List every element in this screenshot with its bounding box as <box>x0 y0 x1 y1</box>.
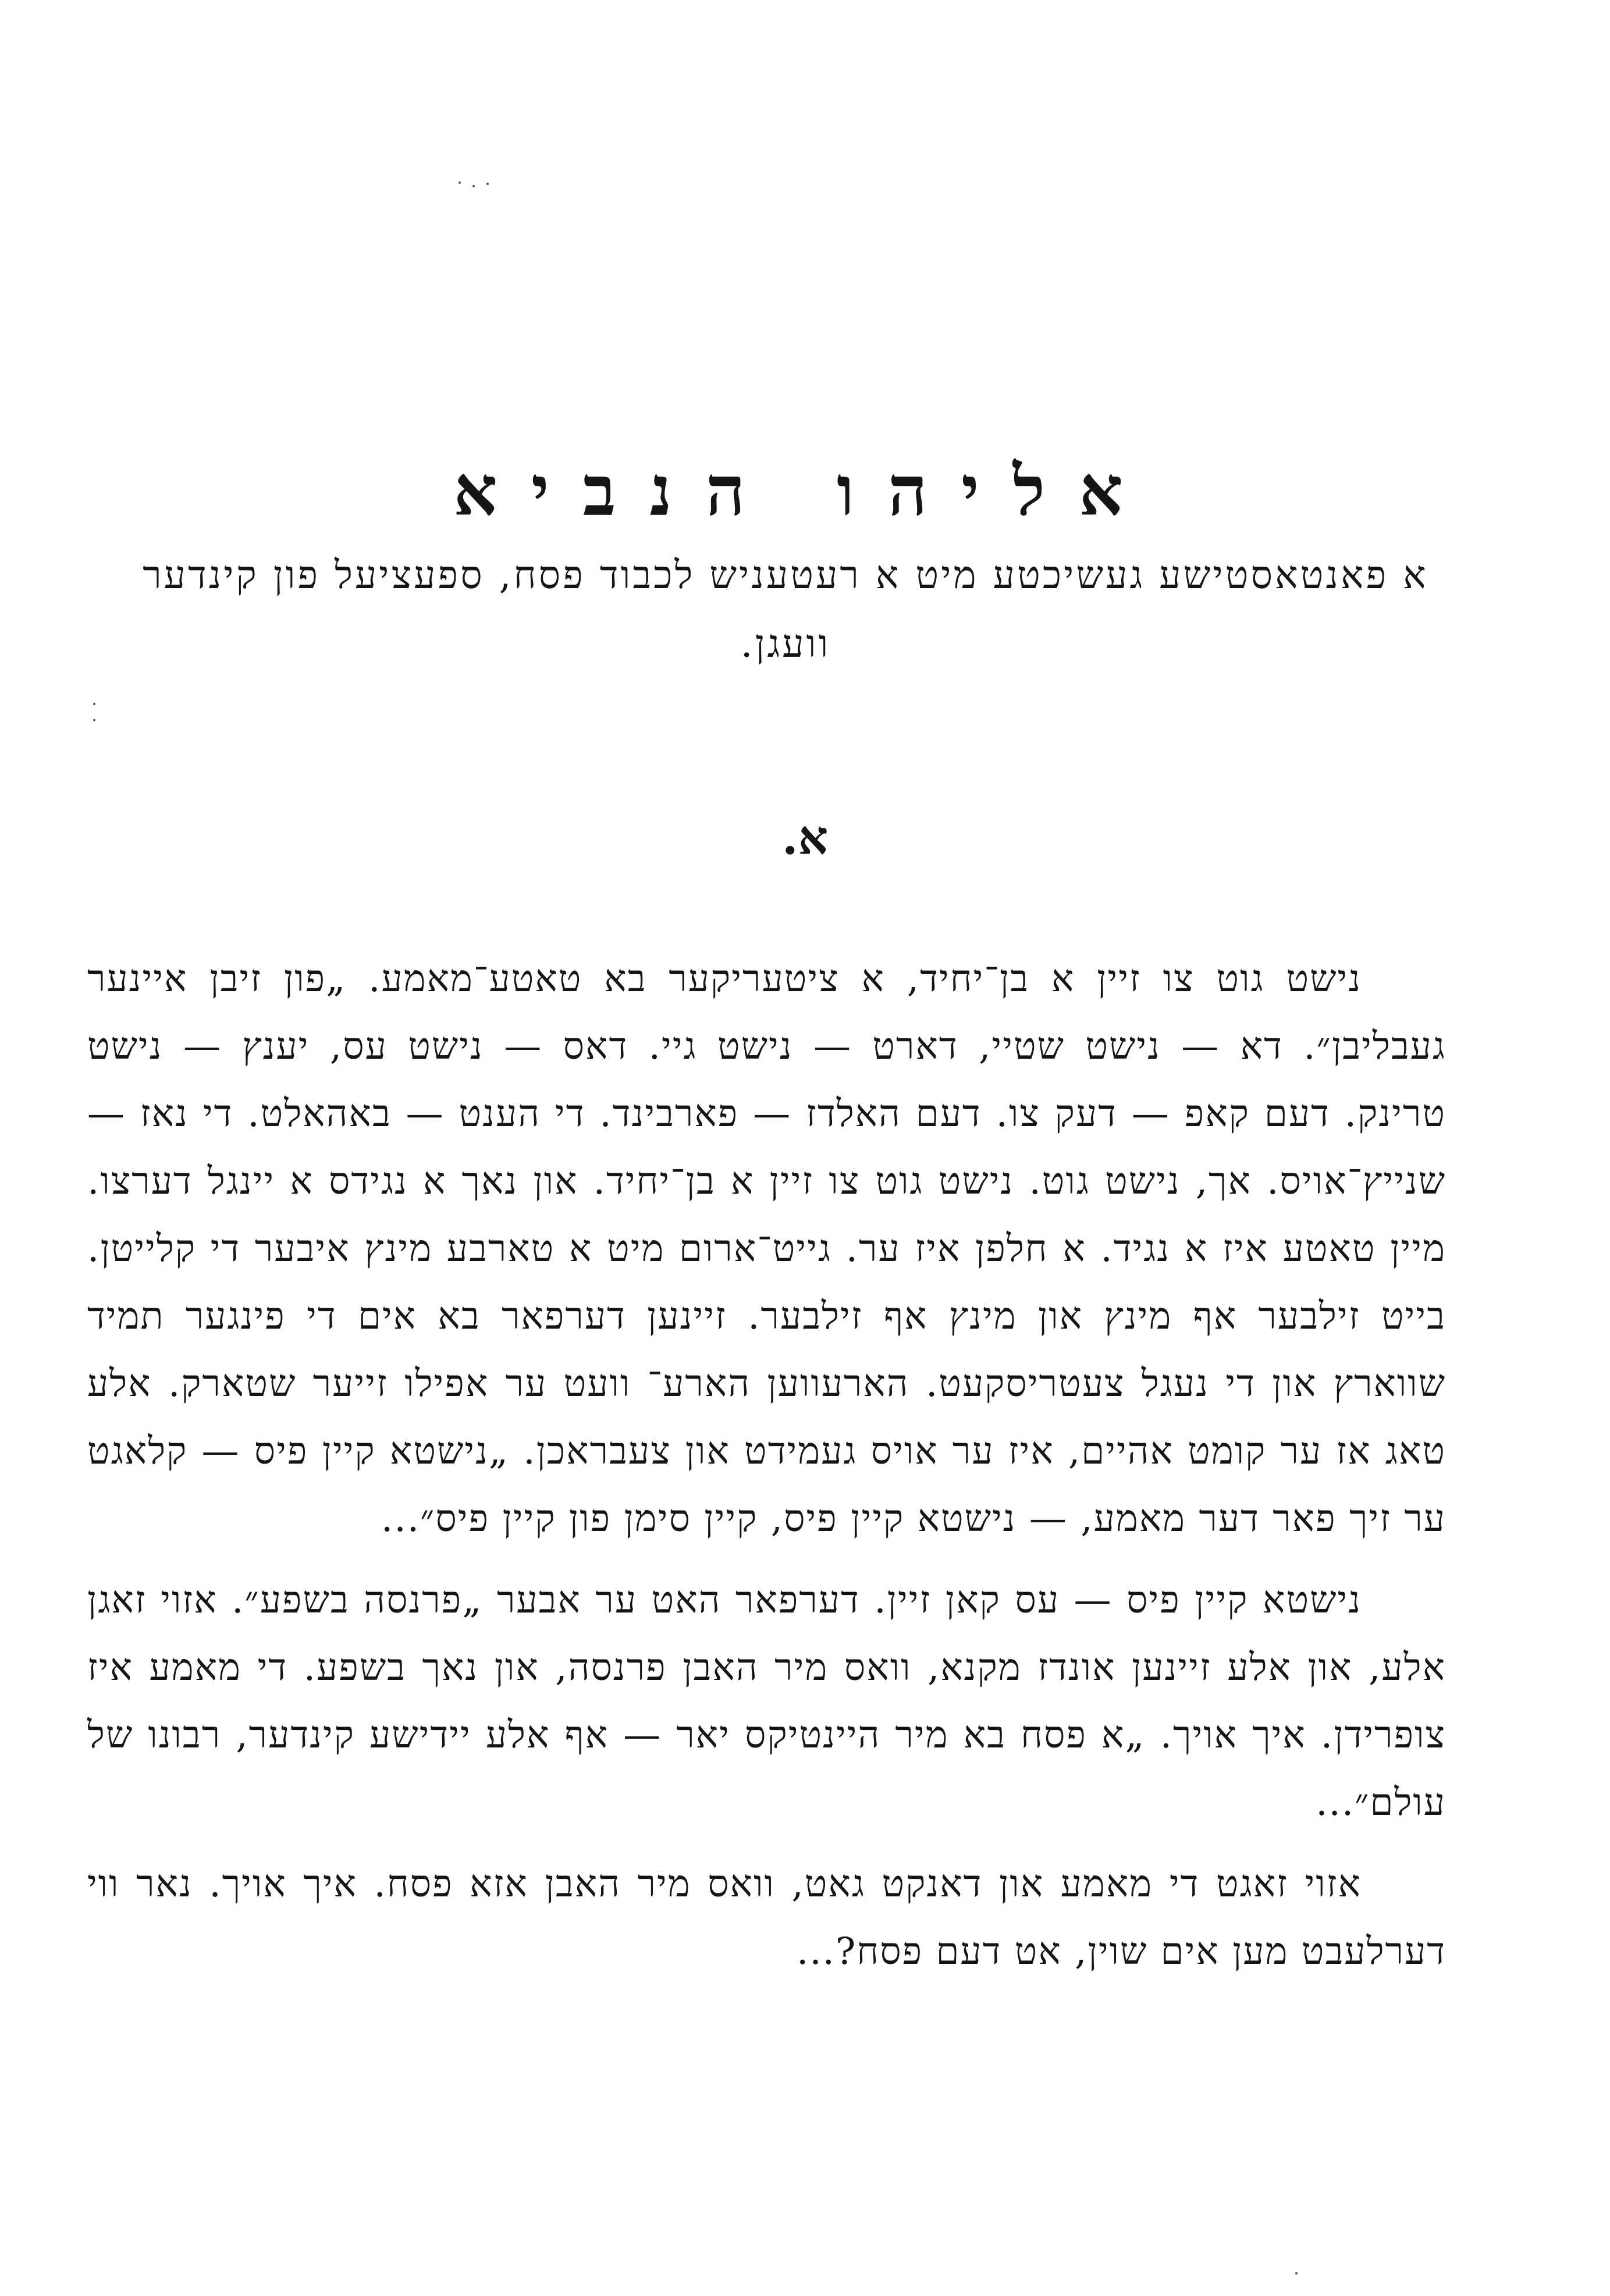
paragraph: נישט גוט צו זיין א בן־יחיד, א ציטעריקער בא טאטע־מאמע. „פון זיבן איינער געבליבן״. דא — נישט שטיי, דארט — נישט גיי. דאס — נישט עס, יענץ — נישט טרינק. דעם קאפ — דעק צו. דעם האלדז — פארבינד. די הענט — באהאלט. די נאז — שנייץ־אויס. אך, נישט גוט. נישט גוט צו זיין א בן־יחיד. און נאך א נגידס א יינגל דערצו. מיין טאטע איז א נגיד. א חלפן איז ער. גייט־ארום מיט א טארבע מינץ איבער די קלייטן. בייט זילבער אף מינץ און מינץ אף זילבער. זיינען דערפאר בא אים די פינגער תמיד שווארץ און די נעגל צעטריסקעט. הארעווען הארע־ וועט ער אפילו זייער שטארק. אלע טאג אז ער קומט אהיים, איז ער אויס געמידט און צעבראכן. „נישטא קיין פיס — קלאגט ער זיך פאר דער מאמע, — נישטא קיין פיס, קיין סימן פון קיין פיס״... <box>87 957 1446 1540</box>
section-number: א. <box>781 810 829 865</box>
paper-speck <box>1295 2272 1298 2274</box>
subtitle: א פאנטאסטישע געשיכטע מיט א רעטעניש לכבוד פסח, ספעציעל פון קינדער וועגן. <box>143 553 1428 666</box>
paper-speck <box>486 183 489 185</box>
paragraph: נישטא קיין פיס — עס קאן זיין. דערפאר האט ער אבער „פרנסה בשפע״. אזוי זאגן אלע, און אלע זיינען אונדז מקנא, וואס מיר האבן פרנסה, און נאך בשפע. די מאמע איז צופרידן. איך אויך. „א פסח בא מיר היינטיקס יאר — אף אלע יידישע קינדער, רבונו של עולם״... <box>87 1579 1446 1824</box>
paragraph: אזוי זאגט די מאמע און דאנקט גאט, וואס מיר האבן אזא פסח. איך אויך. נאר ווי דערלעבט מען אים שוין, אט דעם פסח?... <box>87 1863 1446 1973</box>
page-title: אליהו הנביא <box>453 450 1157 532</box>
paper-speck <box>93 719 95 721</box>
body-text <box>87 945 1446 1985</box>
paper-speck <box>472 185 475 187</box>
paper-speck <box>459 181 461 184</box>
paper-speck <box>93 703 95 705</box>
